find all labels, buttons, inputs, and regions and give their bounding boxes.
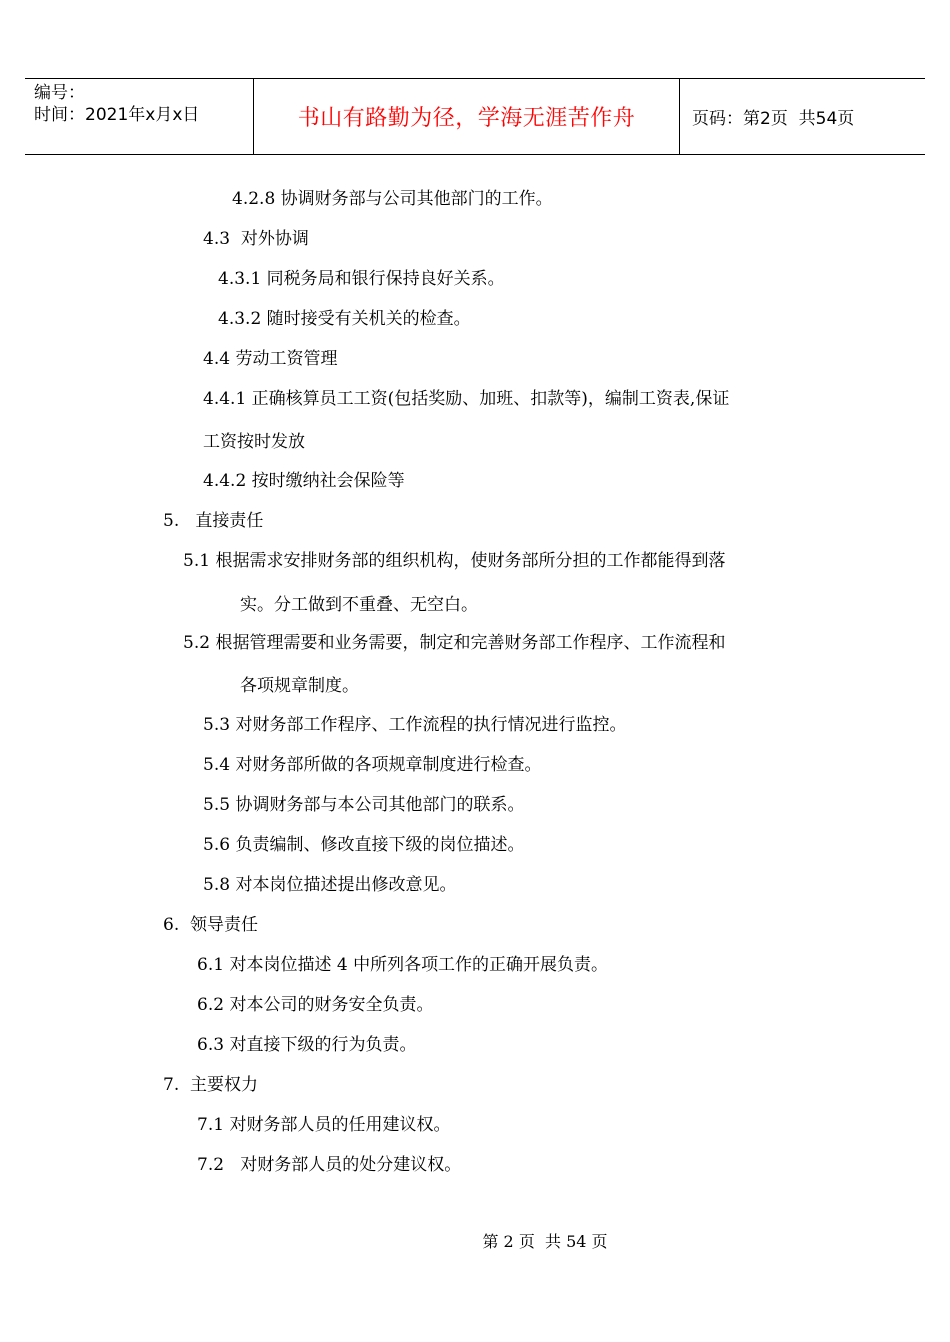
header-meta-cell [25,79,254,154]
body-line: 7.1 对财务部人员的任用建议权。 [197,1115,451,1135]
body-line: 4.4.1 正确核算员工工资(包括奖励、加班、扣款等)，编制工资表,保证 [203,389,730,409]
body-line-continued: 实。分工做到不重叠、无空白。 [240,595,478,615]
body-line: 5.4 对财务部所做的各项规章制度进行检查。 [203,755,542,775]
body-line: 5.1 根据需求安排财务部的组织机构，使财务部所分担的工作都能得到落 [183,551,726,571]
body-line: 7.2 对财务部人员的处分建议权。 [197,1155,462,1175]
section-heading: 7. 主要权力 [163,1075,259,1095]
body-line: 6.1 对本岗位描述 4 中所列各项工作的正确开展负责。 [197,955,609,975]
body-line: 4.3.1 同税务局和银行保持良好关系。 [218,269,505,289]
body-line: 5.5 协调财务部与本公司其他部门的联系。 [203,795,525,815]
body-line: 5.2 根据管理需要和业务需要，制定和完善财务部工作程序、工作流程和 [183,633,726,653]
body-line: 6.3 对直接下级的行为负责。 [197,1035,417,1055]
section-heading: 6. 领导责任 [163,915,259,935]
page-footer: 第 2 页 共 54 页 [482,1232,608,1251]
section-heading: 4.3 对外协调 [203,229,309,249]
page-header [25,78,925,155]
header-motto: 书山有路勤为径，学海无涯苦作舟 [254,79,680,154]
section-heading: 4.4 劳动工资管理 [203,349,338,369]
body-line: 5.3 对财务部工作程序、工作流程的执行情况进行监控。 [203,715,627,735]
body-line: 4.3.2 随时接受有关机关的检查。 [218,309,471,329]
body-line: 6.2 对本公司的财务安全负责。 [197,995,434,1015]
body-line-continued: 工资按时发放 [203,432,305,452]
body-line: 5.6 负责编制、修改直接下级的岗位描述。 [203,835,525,855]
body-line: 4.4.2 按时缴纳社会保险等 [203,471,405,491]
body-line: 4.2.8 协调财务部与公司其他部门的工作。 [232,189,553,209]
header-page-info: 页码：第2页 共54页 [692,109,855,129]
document-time-label: 时间：2021年x月x日 [34,105,200,125]
document-number-label: 编号： [34,83,85,103]
section-heading: 5. 直接责任 [163,511,264,531]
body-line-continued: 各项规章制度。 [240,676,359,696]
body-line: 5.8 对本岗位描述提出修改意见。 [203,875,457,895]
